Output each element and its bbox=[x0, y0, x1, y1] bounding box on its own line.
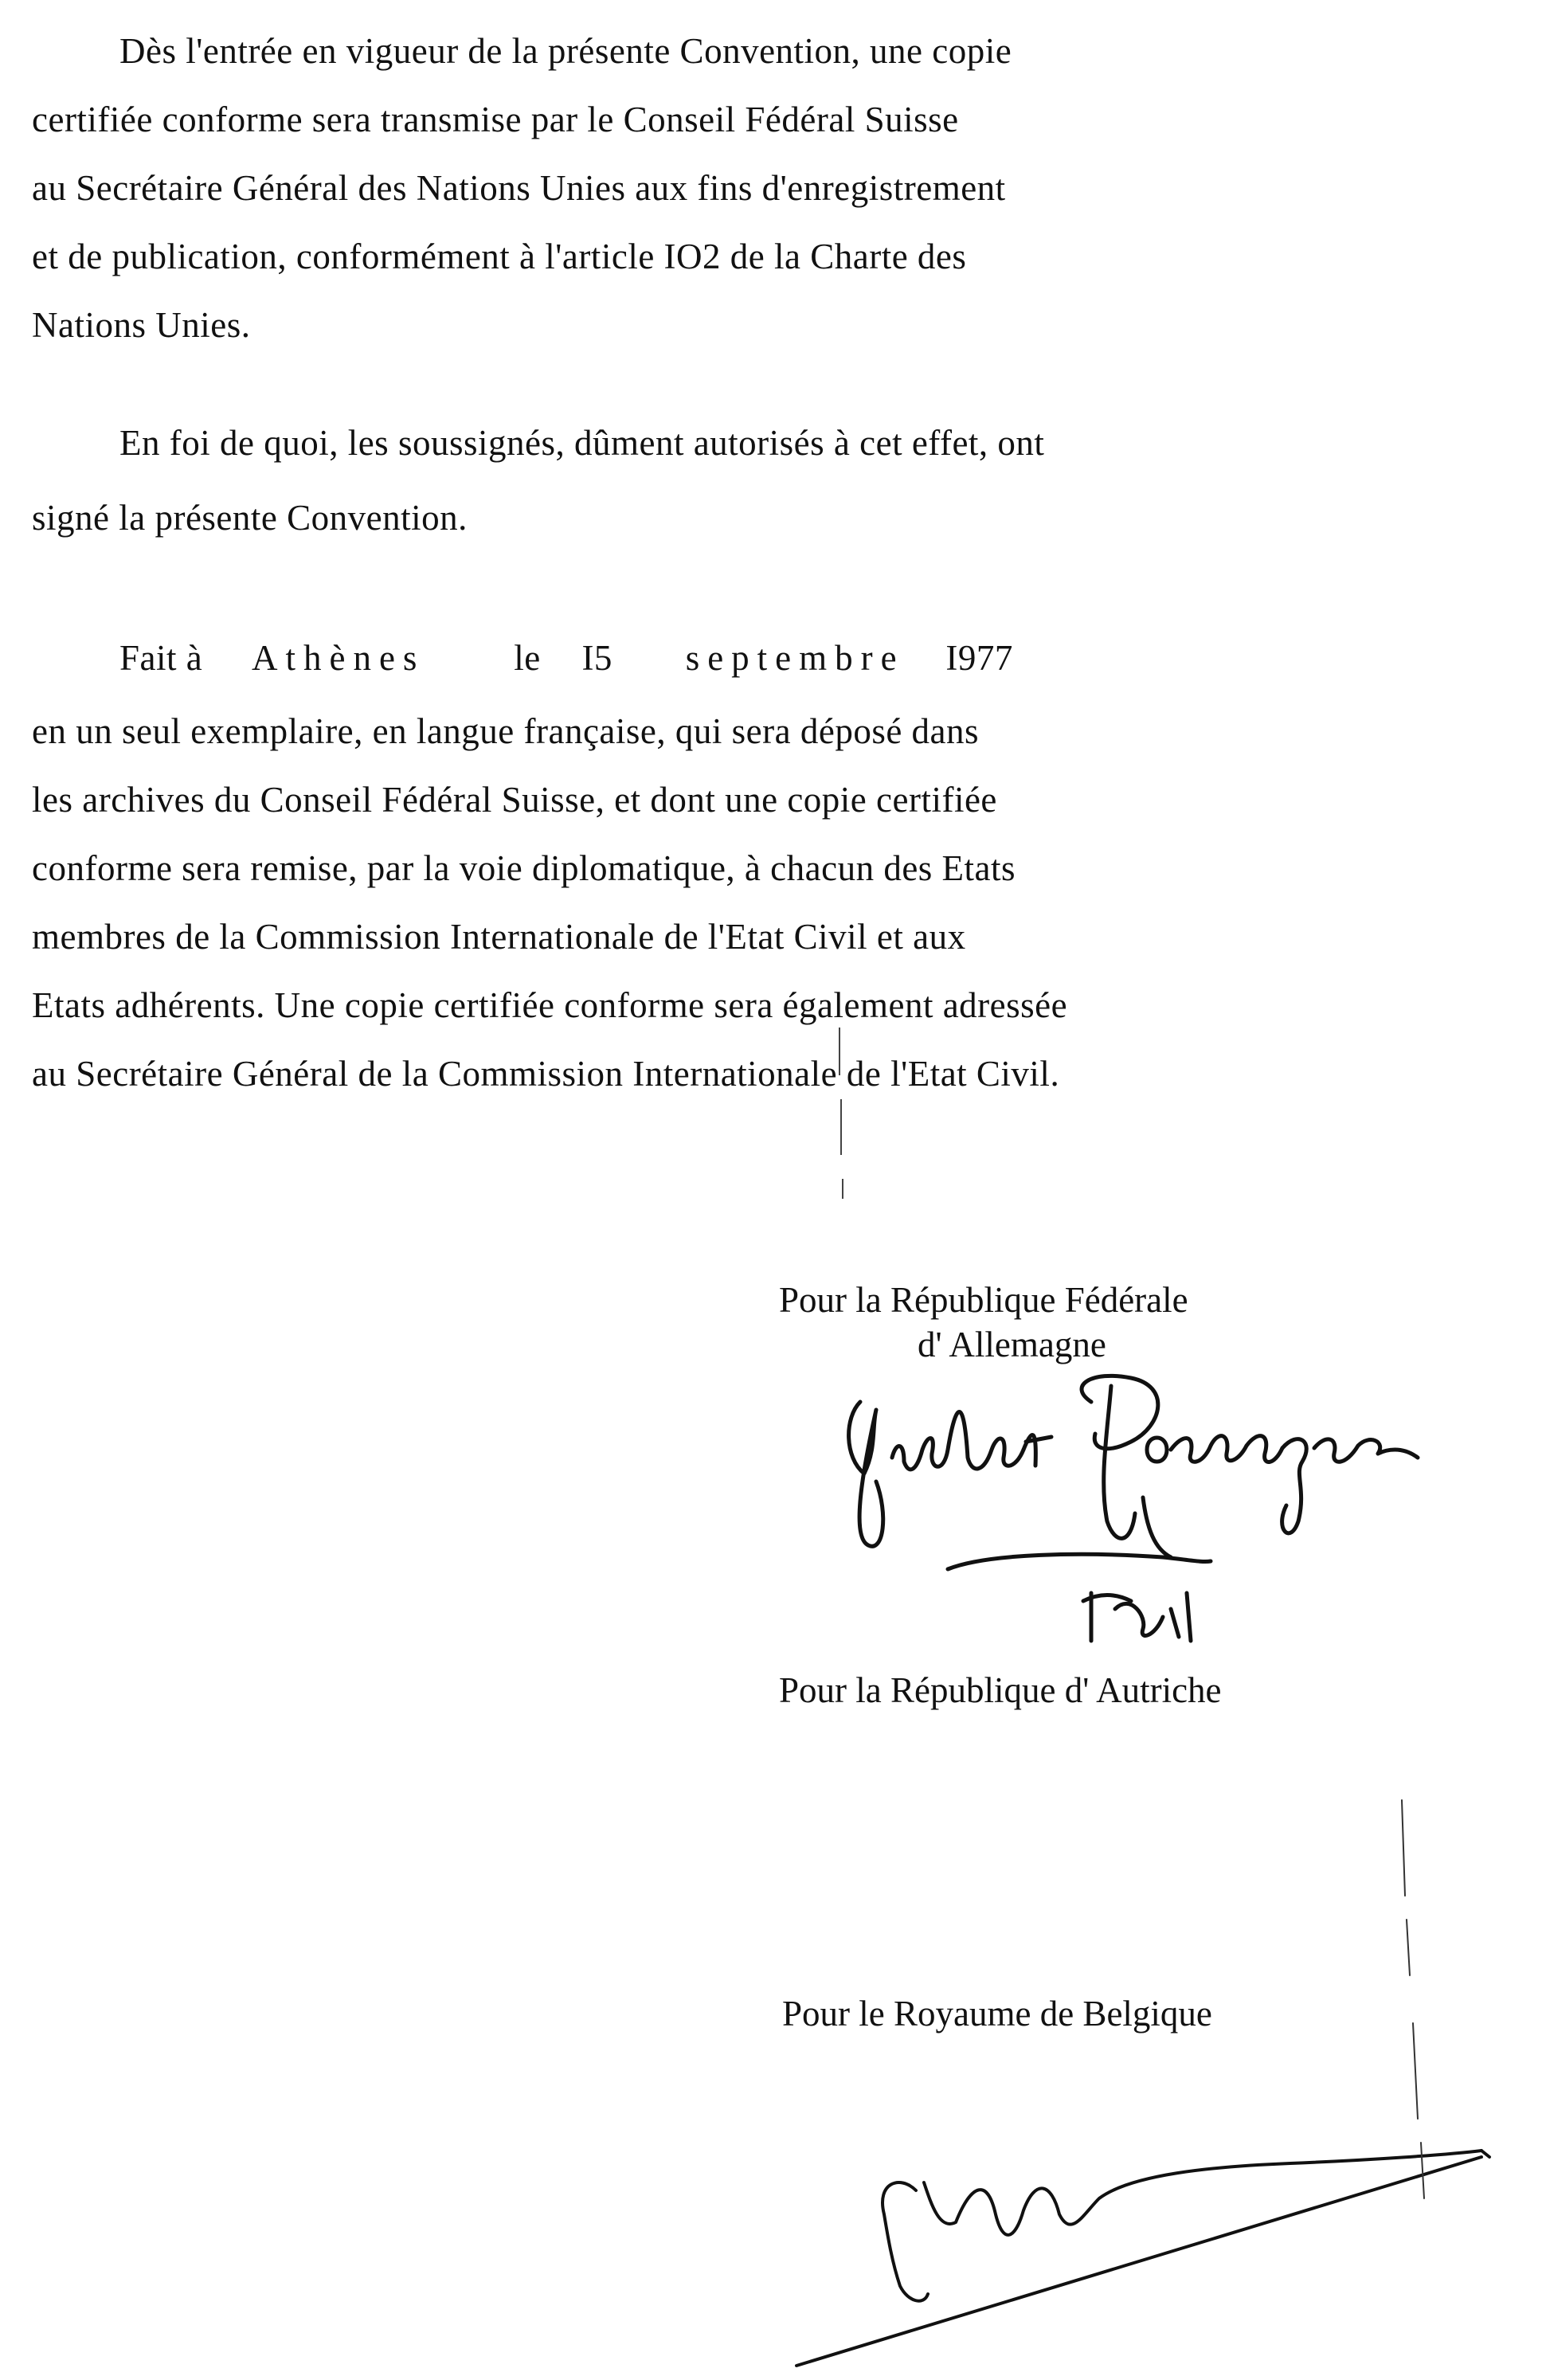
month: septembre bbox=[685, 638, 905, 678]
margin-mark bbox=[1386, 1784, 1466, 2262]
fait-a-label: Fait à bbox=[119, 638, 203, 678]
place: Athènes bbox=[251, 638, 425, 678]
day: I5 bbox=[581, 638, 612, 678]
paragraph-3-line-6: au Secrétaire Général de la Commission Internationale de l'Etat Civil. bbox=[32, 1054, 1060, 1094]
year: I977 bbox=[945, 638, 1013, 678]
signature-germany bbox=[828, 1354, 1497, 1641]
signatory-austria-line-1: Pour la République d' Autriche bbox=[779, 1670, 1222, 1710]
paragraph-3-line-2: les archives du Conseil Fédéral Suisse, et dont une copie certifiée bbox=[32, 780, 997, 820]
paragraph-1-line-4: et de publication, conformément à l'article IO2 de la Charte des bbox=[32, 237, 967, 276]
paragraph-1-line-5: Nations Unies. bbox=[32, 305, 251, 345]
signatory-germany-line-2: d' Allemagne bbox=[918, 1325, 1106, 1364]
date-line bbox=[119, 640, 1013, 676]
signatory-belgium-line-1: Pour le Royaume de Belgique bbox=[782, 1994, 1212, 2034]
paragraph-1-line-1: Dès l'entrée en vigueur de la présente Convention, une copie bbox=[119, 31, 1012, 71]
le-label: le bbox=[514, 638, 541, 678]
vertical-tick bbox=[833, 1028, 849, 1203]
paragraph-2-line-1: En foi de quoi, les soussignés, dûment autorisés à cet effet, ont bbox=[119, 423, 1045, 463]
paragraph-3-line-3: conforme sera remise, par la voie diplomatique, à chacun des Etats bbox=[32, 848, 1016, 888]
paragraph-3-line-4: membres de la Commission Internationale de l'Etat Civil et aux bbox=[32, 917, 966, 957]
paragraph-3-line-1: en un seul exemplaire, en langue française, qui sera déposé dans bbox=[32, 711, 980, 751]
paragraph-1-line-3: au Secrétaire Général des Nations Unies aux fins d'enregistrement bbox=[32, 168, 1006, 208]
paragraph-1-line-2: certifiée conforme sera transmise par le Conseil Fédéral Suisse bbox=[32, 100, 959, 139]
signatory-germany-line-1: Pour la République Fédérale bbox=[779, 1280, 1188, 1320]
paragraph-3-line-5: Etats adhérents. Une copie certifiée conforme sera également adressée bbox=[32, 985, 1068, 1025]
paragraph-2-line-2: signé la présente Convention. bbox=[32, 498, 468, 538]
